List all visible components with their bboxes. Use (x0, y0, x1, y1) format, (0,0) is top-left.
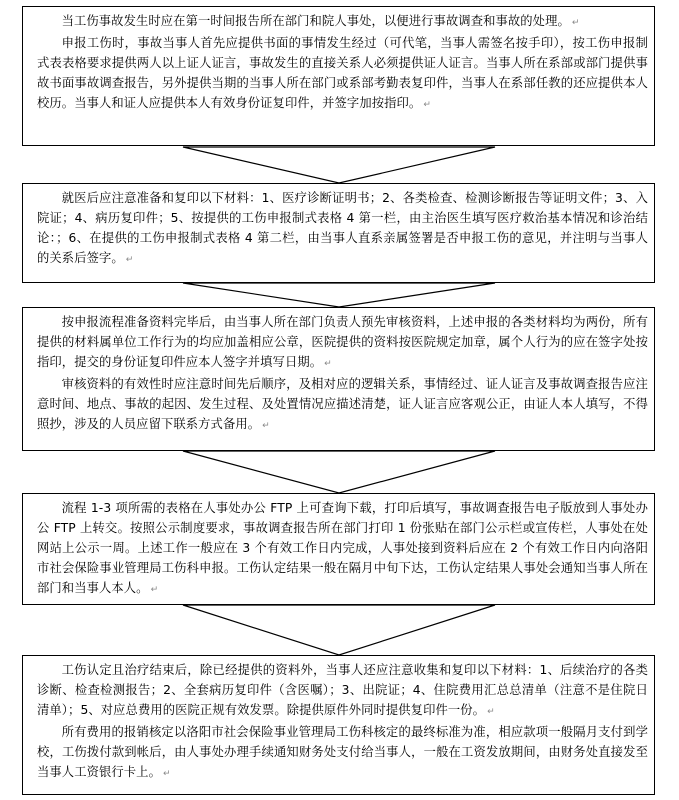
flow-step-5 (22, 655, 655, 795)
paragraph-mark-icon: ↵ (423, 100, 431, 110)
flow-step-2 (22, 183, 655, 283)
paragraph-mark-icon: ↵ (324, 359, 332, 369)
flow-arrow-1 (0, 146, 679, 184)
flow-step-1 (22, 6, 655, 146)
step-5-paragraph-2: 所有费用的报销核定以洛阳市社会保险事业管理局工伤科核定的最终标准为准，相应款项一般隔月支付到学校，工伤拨付款到帐后，由人事处办理手续通知财务处支付给当事人，一般在工资发放期间，由财务处直接发至当事人工资银行卡上。 ↵ (37, 725, 648, 779)
flow-arrow-3 (0, 450, 679, 494)
step-2-paragraph-1: 就医后应注意准备和复印以下材料：1、医疗诊断证明书；2、各类检查、检测诊断报告等证明文件；3、入院证；4、病历复印件；5、按提供的工伤申报制式表格 4 第一栏，由主治医生填写医疗救治基本情况和诊治结论：；6、在提供的工伤申报制式表格 4 第二栏，由当事人直系亲属签署是否申报工伤的意见，并注明与当事人的关系后签字。 ↵ (37, 191, 648, 265)
flow-arrow-2 (0, 282, 679, 308)
paragraph-mark-icon: ↵ (150, 585, 159, 595)
step-1-paragraph-2: 申报工伤时，事故当事人首先应提供书面的事情发生经过（可代笔，当事人需签名按手印），按工伤申报制式表表格要求提供两人以上证人证言，事故发生的直接关系人必须提供证人证言。当事人所在系部或部门提供事故书面事故调查报告，另外提供当期的当事人所在部门或系部考勤表复印件，当事人在系部任教的还应提供本人校历。当事人和证人应提供本人有效身份证复印件，并签字加按指印。 ↵ (37, 36, 648, 110)
paragraph-mark-icon: ↵ (487, 707, 495, 717)
step-3-paragraph-2: 审核资料的有效性时应注意时间先后顺序，及相对应的逻辑关系，事情经过、证人证言及事故调查报告应注意时间、地点、事故的起因、发生过程、及处置情况应描述清楚，证人证言应客观公正，由证人本人填写，不得照抄，涉及的人员应留下联系方式备用。 ↵ (37, 377, 648, 431)
paragraph-mark-icon: ↵ (125, 255, 134, 265)
step-1-paragraph-1: 当工伤事故发生时应在第一时间报告所在部门和院人事处，以便进行事故调查和事故的处理。 ↵ (61, 14, 580, 28)
flow-step-3 (22, 307, 655, 451)
step-3-paragraph-1: 按申报流程准备资料完毕后，由当事人所在部门负责人预先审核资料，上述申报的各类材料均为两份，所有提供的材料属单位工作行为的均应加盖相应公章，医院提供的资料按医院规定加章，属个人行为的应在签字处按指印，提交的身份证复印件应本人签字并填写日期。 ↵ (37, 315, 648, 369)
step-4-paragraph-1: 流程 1-3 项所需的表格在人事处办公 FTP 上可查询下载，打印后填写，事故调查报告电子版放到人事处办公 FTP 上转交。按照公示制度要求，事故调查报告所在部门打印 1 份张贴在部门公示栏或宣传栏，人事处在处网站上公示一周。上述工作一般应在 3 个有效工作日内完成，人事处接到资料后应在 2 个有效工作日内向洛阳市社会保险事业管理局工伤科申报。工伤认定结果一般在隔月中旬下达，工伤认定结果人事处会通知当事人所在部门和当事人本人。 ↵ (37, 501, 648, 595)
paragraph-mark-icon: ↵ (262, 421, 270, 431)
flow-step-4 (22, 493, 655, 605)
flow-arrow-4 (0, 604, 679, 656)
step-5-paragraph-1: 工伤认定且治疗结束后，除已经提供的资料外，当事人还应注意收集和复印以下材料：1、后续治疗的各类诊断、检查检测报告；2、全套病历复印件（含医嘱）；3、出院证；4、住院费用汇总总清单（注意不是住院日清单）；5、对应总费用的医院正规有效发票。除提供原件外同时提供复印件一份。 ↵ (37, 663, 648, 717)
paragraph-mark-icon: ↵ (162, 769, 171, 779)
paragraph-mark-icon: ↵ (571, 18, 580, 28)
